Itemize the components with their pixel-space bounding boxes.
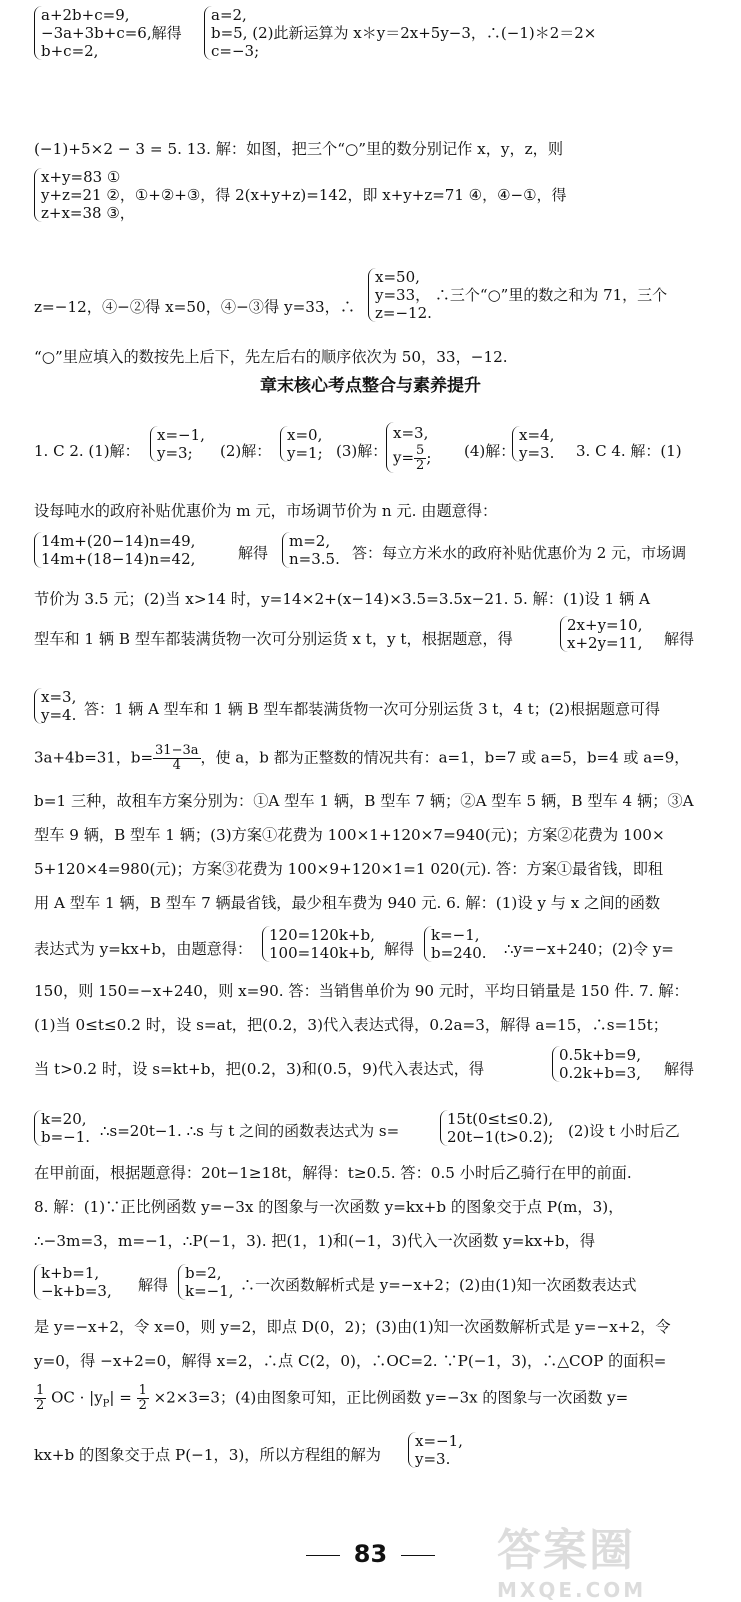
solution: k=−1, b=240.	[424, 926, 487, 962]
text-line: 节价为 3.5 元；(2)当 x>14 时，y=14×2+(x−14)×3.5=3.5x−21. 5. 解：(1)设 1 辆 A	[34, 590, 651, 608]
fraction: $\frac{31-3a}{4}$	[155, 743, 199, 773]
text-line: 用 A 型车 1 辆，B 型车 7 辆最省钱，最少租车费为 940 元. 6. 解：(1)设 y 与 x 之间的函数	[34, 894, 661, 912]
fraction: $\frac{1}{2}$	[138, 1383, 147, 1413]
text-line: 5+120×4=980(元)；方案③花费为 100×9+120×1=1 020(元). 答：方案①最省钱，即租	[34, 860, 664, 878]
text-line: (1)当 0≤t≤0.2 时，设 s=at，把(0.2，3)代入表达式得，0.2a=3，解得 a=15，∴s=15t；	[34, 1016, 668, 1034]
text-line: (−1)+5×2 − 3 = 5. 13. 解：如图，把三个“○”里的数分别记作 x，y，z，则	[34, 140, 564, 158]
page-number: 83	[0, 1540, 741, 1568]
text-line: 3a+4b=31，b= $\frac{31-3a}{4}$ ，使 a，b 都为正整数的情况共有：a=1，b=7 或 a=5，b=4 或 a=9，	[34, 743, 690, 773]
equation-system: 0.5k+b=9, 0.2k+b=3,	[552, 1046, 641, 1082]
piecewise-function: 15t(0≤t≤0.2), 20t−1(t>0.2);	[440, 1110, 553, 1146]
equation-system: k+b=1, −k+b=3,	[34, 1264, 112, 1300]
text-line: 当 t>0.2 时，设 s=kt+b，把(0.2，3)和(0.5，9)代入表达式，得	[34, 1060, 485, 1078]
text-line: 是 y=−x+2，令 x=0，则 y=2，即点 D(0，2)；(3)由(1)知一次函数解析式是 y=−x+2，令	[34, 1318, 671, 1336]
fraction: $\frac{1}{2}$	[36, 1383, 45, 1413]
text-line: y=0，得 −x+2=0，解得 x=2，∴点 C(2，0)，∴OC=2. ∵P(−1，3)，∴△COP 的面积=	[34, 1352, 667, 1370]
equation-system-2: x+y=83 ① y+z=21 ②，①+②+③，得 2(x+y+z)=142，即 x+y+z=71 ④，④−①，得 z+x=38 ③，	[34, 168, 567, 222]
text-line: z=−12，④−②得 x=50，④−③得 y=33，∴	[34, 298, 356, 316]
equation-system: 2x+y=10, x+2y=11,	[560, 616, 642, 652]
text-line: 表达式为 y=kx+b，由题意得：	[34, 940, 253, 958]
text-line: 8. 解：(1)∵正比例函数 y=−3x 的图象与一次函数 y=kx+b 的图象交于点 P(m，3)，	[34, 1198, 624, 1216]
solution: k=20, b=−1.	[34, 1110, 90, 1146]
section-title: 章末核心考点整合与素养提升	[260, 376, 481, 396]
answer-2-3: x=3, y= $\frac{5}{2}$ ;	[386, 422, 431, 473]
equation-system-1: a+2b+c=9, −3a+3b+c=6,解得 b+c=2,	[34, 6, 182, 60]
answer-page: a+2b+c=9, −3a+3b+c=6,解得 b+c=2, a=2, b=5, (2)此新运算为 x＊y＝2x+5y−3，∴(−1)＊2＝2× c=−3; (−1)+5×2 − 3 = 5. 13. 解：如图，把三个“○”里的数分别记作 x，y，z，则 x+y=83 ① y+z=21 ②，①+②+③，得 2(x+y+z)=142，即 x+y+z=71 ④，④−①，得 z+x=38 ③， z=−12，④−②得 x=50，④−③得 y=33，∴ x=50, y=33， ∴三个“○”里的数之和为 71，三个 z=−12. “○”里应填入的数按先上后下，先左后右的顺序依次为 50，33，−12. 章末核心考点整合与素养提升 1. C 2. (1)解： x=−1, y=3; (2)解： x=0, y=1; (3)解： x=3, y= $\frac{5}{2}$ ; (4)解： x=4, y=3. 3. C 4. 解：(1) 设每吨水的政府补贴优惠价为 m 元，市场调节价为 n 元. 由题意得： 14m+(20−14)n=49, 14m+(18−14)n=42, 解得 m=2, n=3.5. 答：每立方米水的政府补贴优惠价为 2 元，市场调 节价为 3.5 元；(2)当 x>14 时，y=14×2+(x−14)×3.5=3.5x−21. 5. 解：(1)设 1 辆 A 型车和 1 辆 B 型车都装满货物一次可分别运货 x t，y t，根据题意，得 2x+y=10, x+2y=11, 解得 x=3, y=4. 答：1 辆 A 型车和 1 辆 B 型车都装满货物一次可分别运货 3 t，4 t；(2)根据题意可得 3a+4b=31，b= $\frac{31-3a}{4}$ ，使 a，b 都为正整数的情况共有：a=1，b=7 或 a=5，b=4 或 a=9， b=1 三种，故租车方案分别为：①A 型车 1 辆，B 型车 7 辆；②A 型车 5 辆，B 型车 4 辆；③A 型车 9 辆，B 型车 1 辆；(3)方案①花费为 100×1+120×7=940(元)；方案②花费为 100× 5+120×4=980(元)；方案③花费为 100×9+120×1=1 020(元). 答：方案①最省钱，即租 用 A 型车 1 辆，B 型车 7 辆最省钱，最少租车费为 940 元. 6. 解：(1)设 y 与 x 之间的函数 表达式为 y=kx+b，由题意得： 120=120k+b, 100=140k+b, 解得 k=−1, b=240. ∴y=−x+240；(2)令 y= 150，则 150=−x+240，则 x=90. 答：当销售单价为 90 元时，平均日销量是 150 件. 7. 解： (1)当 0≤t≤0.2 时，设 s=at，把(0.2，3)代入表达式得，0.2a=3，解得 a=15，∴s=15t； 当 t>0.2 时，设 s=kt+b，把(0.2，3)和(0.5，9)代入表达式，得 0.5k+b=9, 0.2k+b=3, 解得 k=20, b=−1. ∴s=20t−1. ∴s 与 t 之间的函数表达式为 s= 15t(0≤t≤0.2), 20t−1(t>0.2); (2)设 t 小时后乙 在甲前面，根据题意得：20t−1≥18t，解得：t≥0.5. 答：0.5 小时后乙骑行在甲的前面. 8. 解：(1)∵正比例函数 y=−3x 的图象与一次函数 y=kx+b 的图象交于点 P(m，3)， ∴−3m=3，m=−1，∴P(−1，3). 把(1，1)和(−1，3)代入一次函数 y=kx+b，得 k+b=1, −k+b=3, 解得 b=2, k=−1, ∴一次函数解析式是 y=−x+2；(2)由(1)知一次函数表达式 是 y=−x+2，令 x=0，则 y=2，即点 D(0，2)；(3)由(1)知一次函数解析式是 y=−x+2，令 y=0，得 −x+2=0，解得 x=2，∴点 C(2，0)，∴OC=2. ∵P(−1，3)，∴△COP 的面积= $\frac{1}{2}$ OC · $|y_P|$ = $\frac{1}{2}$ ×2×3=3；(4)由图象可知，正比例函数 y=−3x 的图象与一次函数 y= kx+b 的图象交于点 P(−1，3)，所以方程组的解为 x=−1, y=3. 83 答案圈 MXQE.COM	[0, 0, 741, 1600]
fraction: $\frac{5}{2}$	[416, 443, 425, 473]
dash-left	[306, 1555, 340, 1556]
solution-1: a=2, b=5, (2)此新运算为 x＊y＝2x+5y−3，∴(−1)＊2＝2× c=−3;	[204, 6, 596, 60]
answer-2-2: x=0, y=1;	[280, 426, 323, 462]
text-line: b=1 三种，故租车方案分别为：①A 型车 1 辆，B 型车 7 辆；②A 型车 5 辆，B 型车 4 辆；③A	[34, 792, 694, 810]
solution: x=−1, y=3.	[408, 1432, 463, 1468]
text-line: 型车 9 辆，B 型车 1 辆；(3)方案①花费为 100×1+120×7=940(元)；方案②花费为 100×	[34, 826, 665, 844]
watermark-logo: 答案圈 MXQE.COM	[497, 1525, 647, 1602]
text-line: 在甲前面，根据题意得：20t−1≥18t，解得：t≥0.5. 答：0.5 小时后乙骑行在甲的前面.	[34, 1164, 632, 1182]
text-line: kx+b 的图象交于点 P(−1，3)，所以方程组的解为	[34, 1446, 381, 1464]
text-line: $\frac{1}{2}$ OC · $|y_P|$ = $\frac{1}{2}$ ×2×3=3；(4)由图象可知，正比例函数 y=−3x 的图象与一次函数 y=	[36, 1383, 629, 1413]
equation-system: 14m+(20−14)n=49, 14m+(18−14)n=42,	[34, 532, 195, 568]
text-line: 150，则 150=−x+240，则 x=90. 答：当销售单价为 90 元时，平均日销量是 150 件. 7. 解：	[34, 982, 689, 1000]
dash-right	[401, 1555, 435, 1556]
solution-2: x=50, y=33， ∴三个“○”里的数之和为 71，三个 z=−12.	[368, 268, 667, 322]
solution: b=2, k=−1,	[178, 1264, 234, 1300]
text-line: ∴−3m=3，m=−1，∴P(−1，3). 把(1，1)和(−1，3)代入一次函数 y=kx+b，得	[34, 1232, 596, 1250]
equation-system: 120=120k+b, 100=140k+b,	[262, 926, 375, 962]
text-line: 设每吨水的政府补贴优惠价为 m 元，市场调节价为 n 元. 由题意得：	[34, 502, 498, 520]
solution: m=2, n=3.5.	[282, 532, 340, 568]
solution: x=3, y=4.	[34, 688, 76, 724]
answer-2-1: x=−1, y=3;	[150, 426, 205, 462]
text-line: “○”里应填入的数按先上后下，先左后右的顺序依次为 50，33，−12.	[34, 348, 508, 366]
text-line: 型车和 1 辆 B 型车都装满货物一次可分别运货 x t，y t，根据题意，得	[34, 630, 513, 648]
answer-2-4: x=4, y=3.	[512, 426, 554, 462]
